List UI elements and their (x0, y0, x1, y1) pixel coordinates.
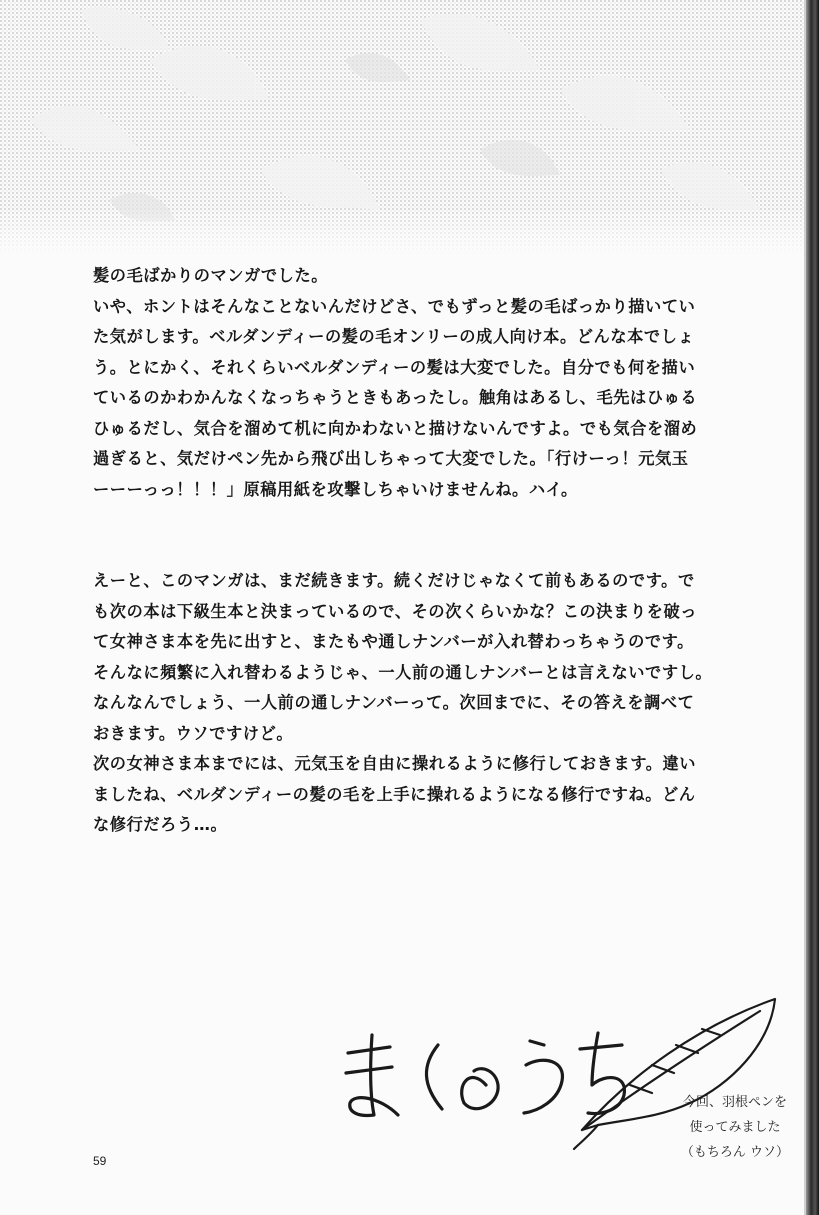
book-spine-shadow (806, 0, 819, 1215)
text-line: そんなに頻繁に入れ替わるようじゃ、一人前の通しナンバーとは言えないですし。 (93, 662, 713, 682)
header-illustration (0, 0, 806, 255)
text-line: う。とにかく、それくらいベルダンディーの髪は大変でした。自分でも何を描い (93, 357, 696, 377)
text-line: おきます。ウソですけど。 (93, 723, 294, 743)
handwritten-note (660, 1090, 806, 1165)
text-line: て女神さま本を先に出すと、またもや通しナンバーが入れ替わっちゃうのです。 (93, 632, 694, 651)
text-line: も次の本は下級生本と決まっているので、その次くらいかな？この決まりを破っ (93, 601, 698, 621)
text-line: 髪の毛ばかりのマンガでした。 (93, 266, 329, 285)
text-line: ひゅるだし、気合を溜めて机に向かわないと描けないんですよ。でも気合を溜め (93, 418, 698, 438)
text-line: ているのかわかんなくなっちゃうときもあったし。触角はあるし、毛先はひゅる (93, 388, 698, 407)
text-line: いや、ホントはそんなことないんだけどさ、でもずっと髪の毛ばっかり描いてい (93, 296, 696, 316)
afterword-text (93, 261, 773, 841)
text-line: ましたね、ベルダンディーの髪の毛を上手に操れるようになる修行ですね。どん (93, 784, 696, 804)
text-line: えーと、このマンガは、まだ続きます。続くだけじゃなくて前もあるのです。で (93, 571, 695, 590)
page-number: 59 (93, 1154, 107, 1168)
text-line: ーーーっっ！！！」原稿用紙を攻撃しちゃいけませんね。ハイ。 (93, 479, 578, 499)
note-line: 今回、羽根ペンを (682, 1095, 787, 1110)
note-line: 使ってみました (689, 1120, 781, 1135)
note-line: （もちろん ウソ） (680, 1145, 790, 1160)
text-line: なんなんでしょう、一人前の通しナンバーって。次回までに、その答えを調べて (93, 693, 695, 712)
text-line: 次の女神さま本までには、元気玉を自由に操れるように修行しておきます。違い (93, 754, 697, 773)
text-line: な修行だろう…。 (93, 815, 228, 834)
paragraph-gap (93, 505, 773, 566)
text-line: 過ぎると、気だけペン先から飛び出しちゃって大変でした。「行けーっ！元気玉 (93, 449, 689, 468)
text-line: た気がします。ベルダンディーの髪の毛オンリーの成人向け本。どんな本でしょ (93, 327, 695, 346)
signature-handwriting (346, 1033, 624, 1116)
